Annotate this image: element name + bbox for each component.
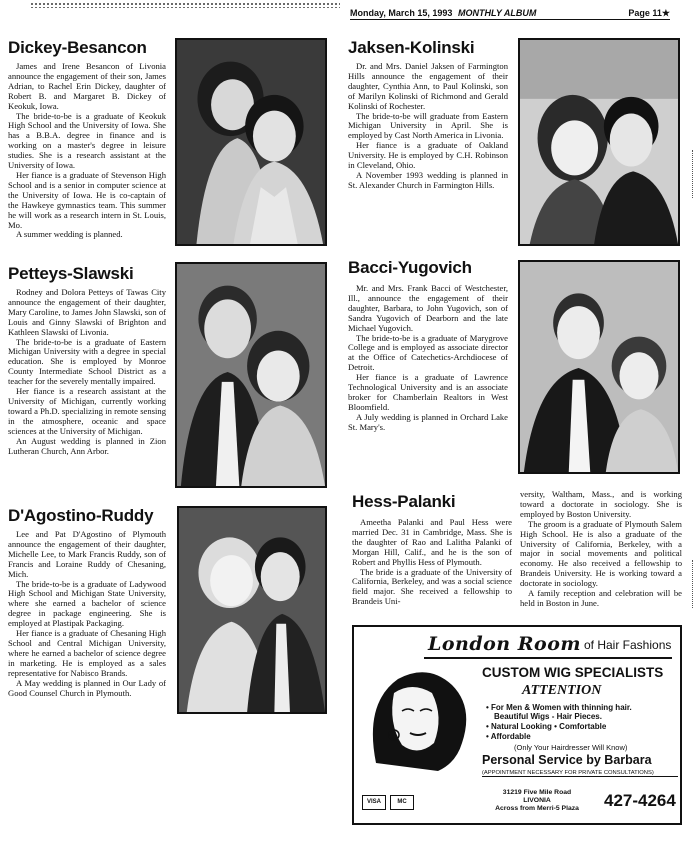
headline-jaksen-kolinski: Jaksen-Kolinski bbox=[348, 38, 475, 57]
headline-dickey-besancon: Dickey-Besancon bbox=[8, 38, 147, 57]
address-line: LIVONIA bbox=[523, 797, 551, 804]
headline-bacci-yugovich: Bacci-Yugovich bbox=[348, 258, 472, 277]
paragraph: A May wedding is planned in Our Lady of Good Counsel Church in Plymouth. bbox=[8, 677, 166, 698]
paragraph: Her fiance is a graduate of Stevenson High School and is a senior in computer science at the University of Iowa. He is co-captain of the Hawkeye gymnastics team. This summer he will work as a research intern in St. Louis, Mo. bbox=[8, 169, 166, 230]
paragraph: A November 1993 wedding is planned in St. Alexander Church in Farmington Hills. bbox=[348, 169, 508, 190]
masthead bbox=[350, 8, 670, 20]
paragraph: The groom is a graduate of Plymouth Salem High School. He is also a graduate of the University of California, Berkeley, with a major in social movements and political economy. He also received a fellowship to Brandeis University. He is working toward a doctorate in sociology. bbox=[520, 518, 682, 589]
paragraph: Lee and Pat D'Agostino of Plymouth announce the engagement of their daughter, Michelle Lee, to Mark Francis Ruddy, son of Francis and Loraine Ruddy of Chesaning, Mich. bbox=[8, 529, 166, 579]
paragraph: versity, Waltham, Mass., and is working toward a doctorate in sociology. She is employed by Boston University. bbox=[520, 489, 682, 519]
paragraph: Her fiance is a graduate of Chesaning High School and Central Michigan University, where he earned a bachelor of science degree in marketing. He is employed as a sales representative for Nabisco Brands. bbox=[8, 628, 166, 678]
headline-petteys-slawski: Petteys-Slawski bbox=[8, 264, 134, 283]
ad-brand-sub: of Hair Fashions bbox=[584, 638, 672, 652]
scan-edge bbox=[692, 150, 698, 198]
engagement-photo-petteys-slawski bbox=[175, 262, 327, 488]
paragraph: A family reception and celebration will be held in Boston in June. bbox=[520, 588, 682, 608]
article-hess-palanki-col1 bbox=[352, 518, 512, 607]
paragraph: Her fiance is a graduate of Lawrence Technological University and is an associate broker for Chamberlain Realtors in West Bloomfield. bbox=[348, 372, 508, 412]
ad-phone: 427-4264 bbox=[604, 791, 676, 810]
ad-brand: London Room bbox=[428, 633, 581, 655]
paragraph: James and Irene Besancon of Livonia announce the engagement of their son, James Adrian, to Rachel Erin Dickey, daughter of Robert B. and Margaret B. Dickey of Keokuk, Iowa. bbox=[8, 61, 166, 111]
ad-bullet: Beautiful Wigs - Hair Pieces. bbox=[494, 712, 602, 721]
engagement-photo-bacci-yugovich bbox=[518, 260, 680, 474]
issue-date: Monday, March 15, 1993 bbox=[350, 8, 453, 18]
engagement-photo-jaksen-kolinski bbox=[518, 38, 680, 246]
page-number: Page 11★ bbox=[628, 8, 670, 18]
ad-bullet: • For Men & Women with thinning hair. bbox=[486, 703, 632, 712]
address-line: 31219 Five Mile Road bbox=[502, 789, 572, 796]
article-dagostino-ruddy bbox=[8, 530, 166, 698]
ad-bullet: • Affordable bbox=[486, 732, 531, 741]
article-dickey-besancon bbox=[8, 62, 166, 240]
visa-card-icon: VISA bbox=[362, 795, 386, 810]
headline-hess-palanki: Hess-Palanki bbox=[352, 492, 456, 511]
ad-address bbox=[472, 789, 602, 813]
address-line: Across from Merri-5 Plaza bbox=[495, 805, 579, 812]
divider bbox=[424, 657, 672, 659]
headline-dagostino-ruddy: D'Agostino-Ruddy bbox=[8, 506, 154, 525]
engagement-photo-dagostino-ruddy bbox=[177, 506, 327, 714]
paragraph: The bride-to-be will graduate from Eastern Michigan University in April. She is employed by Cast North America in Livonia. bbox=[348, 110, 508, 141]
ad-bullet: • Natural Looking • Comfortable bbox=[486, 722, 607, 731]
engagement-photo-dickey-besancon bbox=[175, 38, 327, 246]
ad-appointment-note: (APPOINTMENT NECESSARY FOR PRIVATE CONSULTATIONS) bbox=[482, 770, 678, 777]
mastercard-icon: MC bbox=[390, 795, 414, 810]
section-name: MONTHLY ALBUM bbox=[458, 8, 537, 18]
paragraph: A July wedding is planned in Orchard Lake St. Mary's. bbox=[348, 411, 508, 432]
ad-headline: CUSTOM WIG SPECIALISTS bbox=[482, 665, 664, 680]
london-room-ad bbox=[352, 625, 682, 825]
ad-hint: (Only Your Hairdresser Will Know) bbox=[514, 743, 628, 752]
paragraph: Her fiance is a research assistant at the University of Michigan, currently working toward a Ph.D. specializing in remote sensing in the atmosphere, oceanic and space sciences at the University of Michigan. bbox=[8, 386, 166, 436]
paragraph: Rodney and Dolora Petteys of Tawas City announce the engagement of their daughter, Mary Caroline, to James John Slawski, son of Louis and Ginny Slawski of Brighton and Kathleen Slawski of Livonia. bbox=[8, 287, 166, 337]
paragraph: Ameetha Palanki and Paul Hess were married Dec. 31 in Cambridge, Mass. She is the daughter of Rao and Lalitha Palanki of Morgan Hill, Calif., and he is the son of Robert and Phyllis Hess of Plymouth. bbox=[352, 517, 512, 567]
paragraph: The bride-to-be is a graduate of Ladywood High School and Michigan State University, where she earned a bachelor of science degree in package engineering. She is employed at Plastipak Packaging. bbox=[8, 578, 166, 629]
paragraph: Dr. and Mrs. Daniel Jaksen of Farmington Hills announce the engagement of their daughter, Cynthia Ann, to Paul Kolinski, son of Marilyn Kolinski of Richmond and Gerald Kolinski of Rochester. bbox=[348, 61, 508, 111]
paragraph: The bride is a graduate of the University of California, Berkeley, and was a social science field major. She received a fellowship to Brandeis Uni- bbox=[352, 566, 512, 607]
ad-attention: ATTENTION bbox=[522, 683, 602, 698]
paragraph: The bride-to-be is a graduate of Keokuk High School and the University of Iowa. She has a B.B.A. degree in finance and is working on a master's degree in leisure studies. She is a research assistant at the University of Iowa. bbox=[8, 110, 166, 171]
article-jaksen-kolinski bbox=[348, 62, 508, 191]
ad-model-illustration bbox=[358, 663, 476, 775]
paragraph: A summer wedding is planned. bbox=[16, 229, 123, 240]
paragraph: The bride-to-be is a graduate of Eastern Michigan University with a degree in special education. She is employed by Monroe County Intermediate School District as a teacher for the severely mentally impaired. bbox=[8, 336, 166, 387]
ad-personal-service: Personal Service by Barbara bbox=[482, 753, 652, 767]
article-petteys-slawski bbox=[8, 288, 166, 456]
paragraph: Mr. and Mrs. Frank Bacci of Westchester, Ill., announce the engagement of their daughter, Barbara, to John Yugovich, son of Sandra Yugovich of Dearborn and the late Michael Yugovich. bbox=[348, 283, 508, 333]
article-bacci-yugovich bbox=[348, 284, 508, 433]
article-hess-palanki-col2 bbox=[520, 490, 682, 609]
paragraph: The bride-to-be is a graduate of Marygrove College and is employed as associate director at the Office of Catechetics-Archdiocese of Detroit. bbox=[348, 332, 508, 373]
paragraph: An August wedding is planned in Zion Lutheran Church, Ann Arbor. bbox=[8, 435, 166, 456]
paragraph: Her fiance is a graduate of Oakland University. He is employed by C.H. Robinson in Cleveland, Ohio. bbox=[348, 140, 508, 171]
perforation bbox=[30, 2, 340, 8]
scan-edge bbox=[692, 560, 698, 608]
